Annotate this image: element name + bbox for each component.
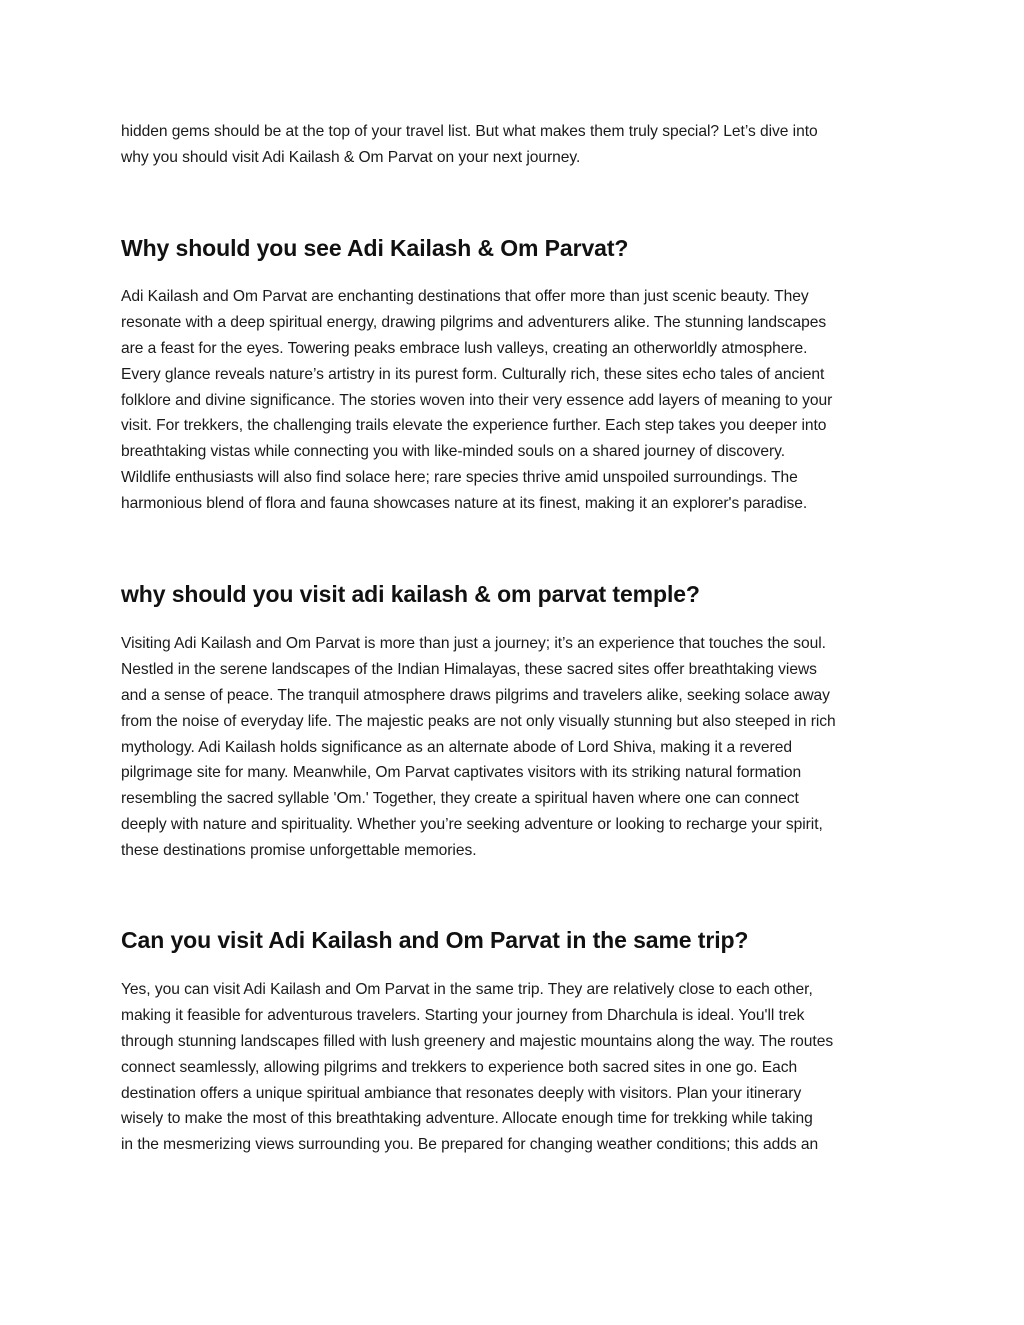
section-paragraph-why-visit-temple [121, 631, 911, 864]
text-line: making it feasible for adventurous travelers. Starting your journey from Dharchula is ideal. You'll trek [121, 1006, 805, 1024]
text-line: Visiting Adi Kailash and Om Parvat is more than just a journey; it’s an experience that touches the soul. [121, 635, 826, 652]
intro-paragraph [121, 119, 911, 171]
text-line: in the mesmerizing views surrounding you. Be prepared for changing weather conditions; this adds an [121, 1136, 819, 1154]
text-line: Nestled in the serene landscapes of the Indian Himalayas, these sacred sites offer breathtaking views [121, 660, 817, 678]
text-line: resonate with a deep spiritual energy, drawing pilgrims and adventurers alike. The stunning landscapes [121, 313, 827, 331]
text-line: breathtaking vistas while connecting you with like-minded souls on a shared journey of discovery. [121, 443, 786, 461]
text-line: visit. For trekkers, the challenging trails elevate the experience further. Each step takes you deeper into [121, 417, 827, 435]
text-line: Yes, you can visit Adi Kailash and Om Parvat in the same trip. They are relatively close to each other, [121, 981, 813, 998]
text-line: are a feast for the eyes. Towering peaks embrace lush valleys, creating an otherworldly atmosphere. [121, 339, 808, 357]
text-line: hidden gems should be at the top of your travel list. But what makes them truly special? Let’s dive into [121, 123, 818, 140]
section-paragraph-same-trip [121, 977, 911, 1158]
text-line: deeply with nature and spirituality. Whether you’re seeking adventure or looking to recharge your spirit, [121, 816, 823, 834]
text-line: and a sense of peace. The tranquil atmosphere draws pilgrims and travelers alike, seeking solace away [121, 686, 830, 704]
text-line: Adi Kailash and Om Parvat are enchanting destinations that offer more than just scenic beauty. They [121, 288, 809, 305]
text-line: wisely to make the most of this breathtaking adventure. Allocate enough time for trekking while taking [121, 1110, 813, 1128]
text-line: Wildlife enthusiasts will also find solace here; rare species thrive amid unspoiled surroundings. The [121, 469, 798, 487]
section-heading-same-trip: Can you visit Adi Kailash and Om Parvat in the same trip? [121, 927, 749, 953]
section-heading-why-see: Why should you see Adi Kailash & Om Parvat? [121, 235, 629, 261]
text-line: destination offers a unique spiritual ambiance that resonates deeply with visitors. Plan your itinerary [121, 1084, 802, 1102]
text-line: from the noise of everyday life. The majestic peaks are not only visually stunning but also steeped in rich [121, 712, 836, 730]
section-heading-why-visit-temple: why should you visit adi kailash & om parvat temple? [121, 581, 700, 607]
text-line: harmonious blend of flora and fauna showcases nature at its finest, making it an explorer's paradise. [121, 495, 808, 513]
text-line: mythology. Adi Kailash holds significance as an alternate abode of Lord Shiva, making it a revered [121, 738, 792, 756]
text-line: pilgrimage site for many. Meanwhile, Om Parvat captivates visitors with its striking natural formation [121, 764, 802, 782]
text-line: Every glance reveals nature’s artistry in its purest form. Culturally rich, these sites echo tales of ancient [121, 365, 825, 383]
text-line: connect seamlessly, allowing pilgrims and trekkers to experience both sacred sites in one go. Each [121, 1058, 798, 1076]
text-line: folklore and divine significance. The stories woven into their very essence add layers of meaning to your [121, 391, 833, 409]
text-line: resembling the sacred syllable 'Om.' Together, they create a spiritual haven where one can connect [121, 790, 799, 808]
text-line: these destinations promise unforgettable memories. [121, 842, 477, 860]
text-line: through stunning landscapes filled with lush greenery and majestic mountains along the way. The routes [121, 1032, 834, 1050]
text-line: why you should visit Adi Kailash & Om Parvat on your next journey. [121, 148, 581, 166]
section-paragraph-why-see [121, 284, 911, 517]
